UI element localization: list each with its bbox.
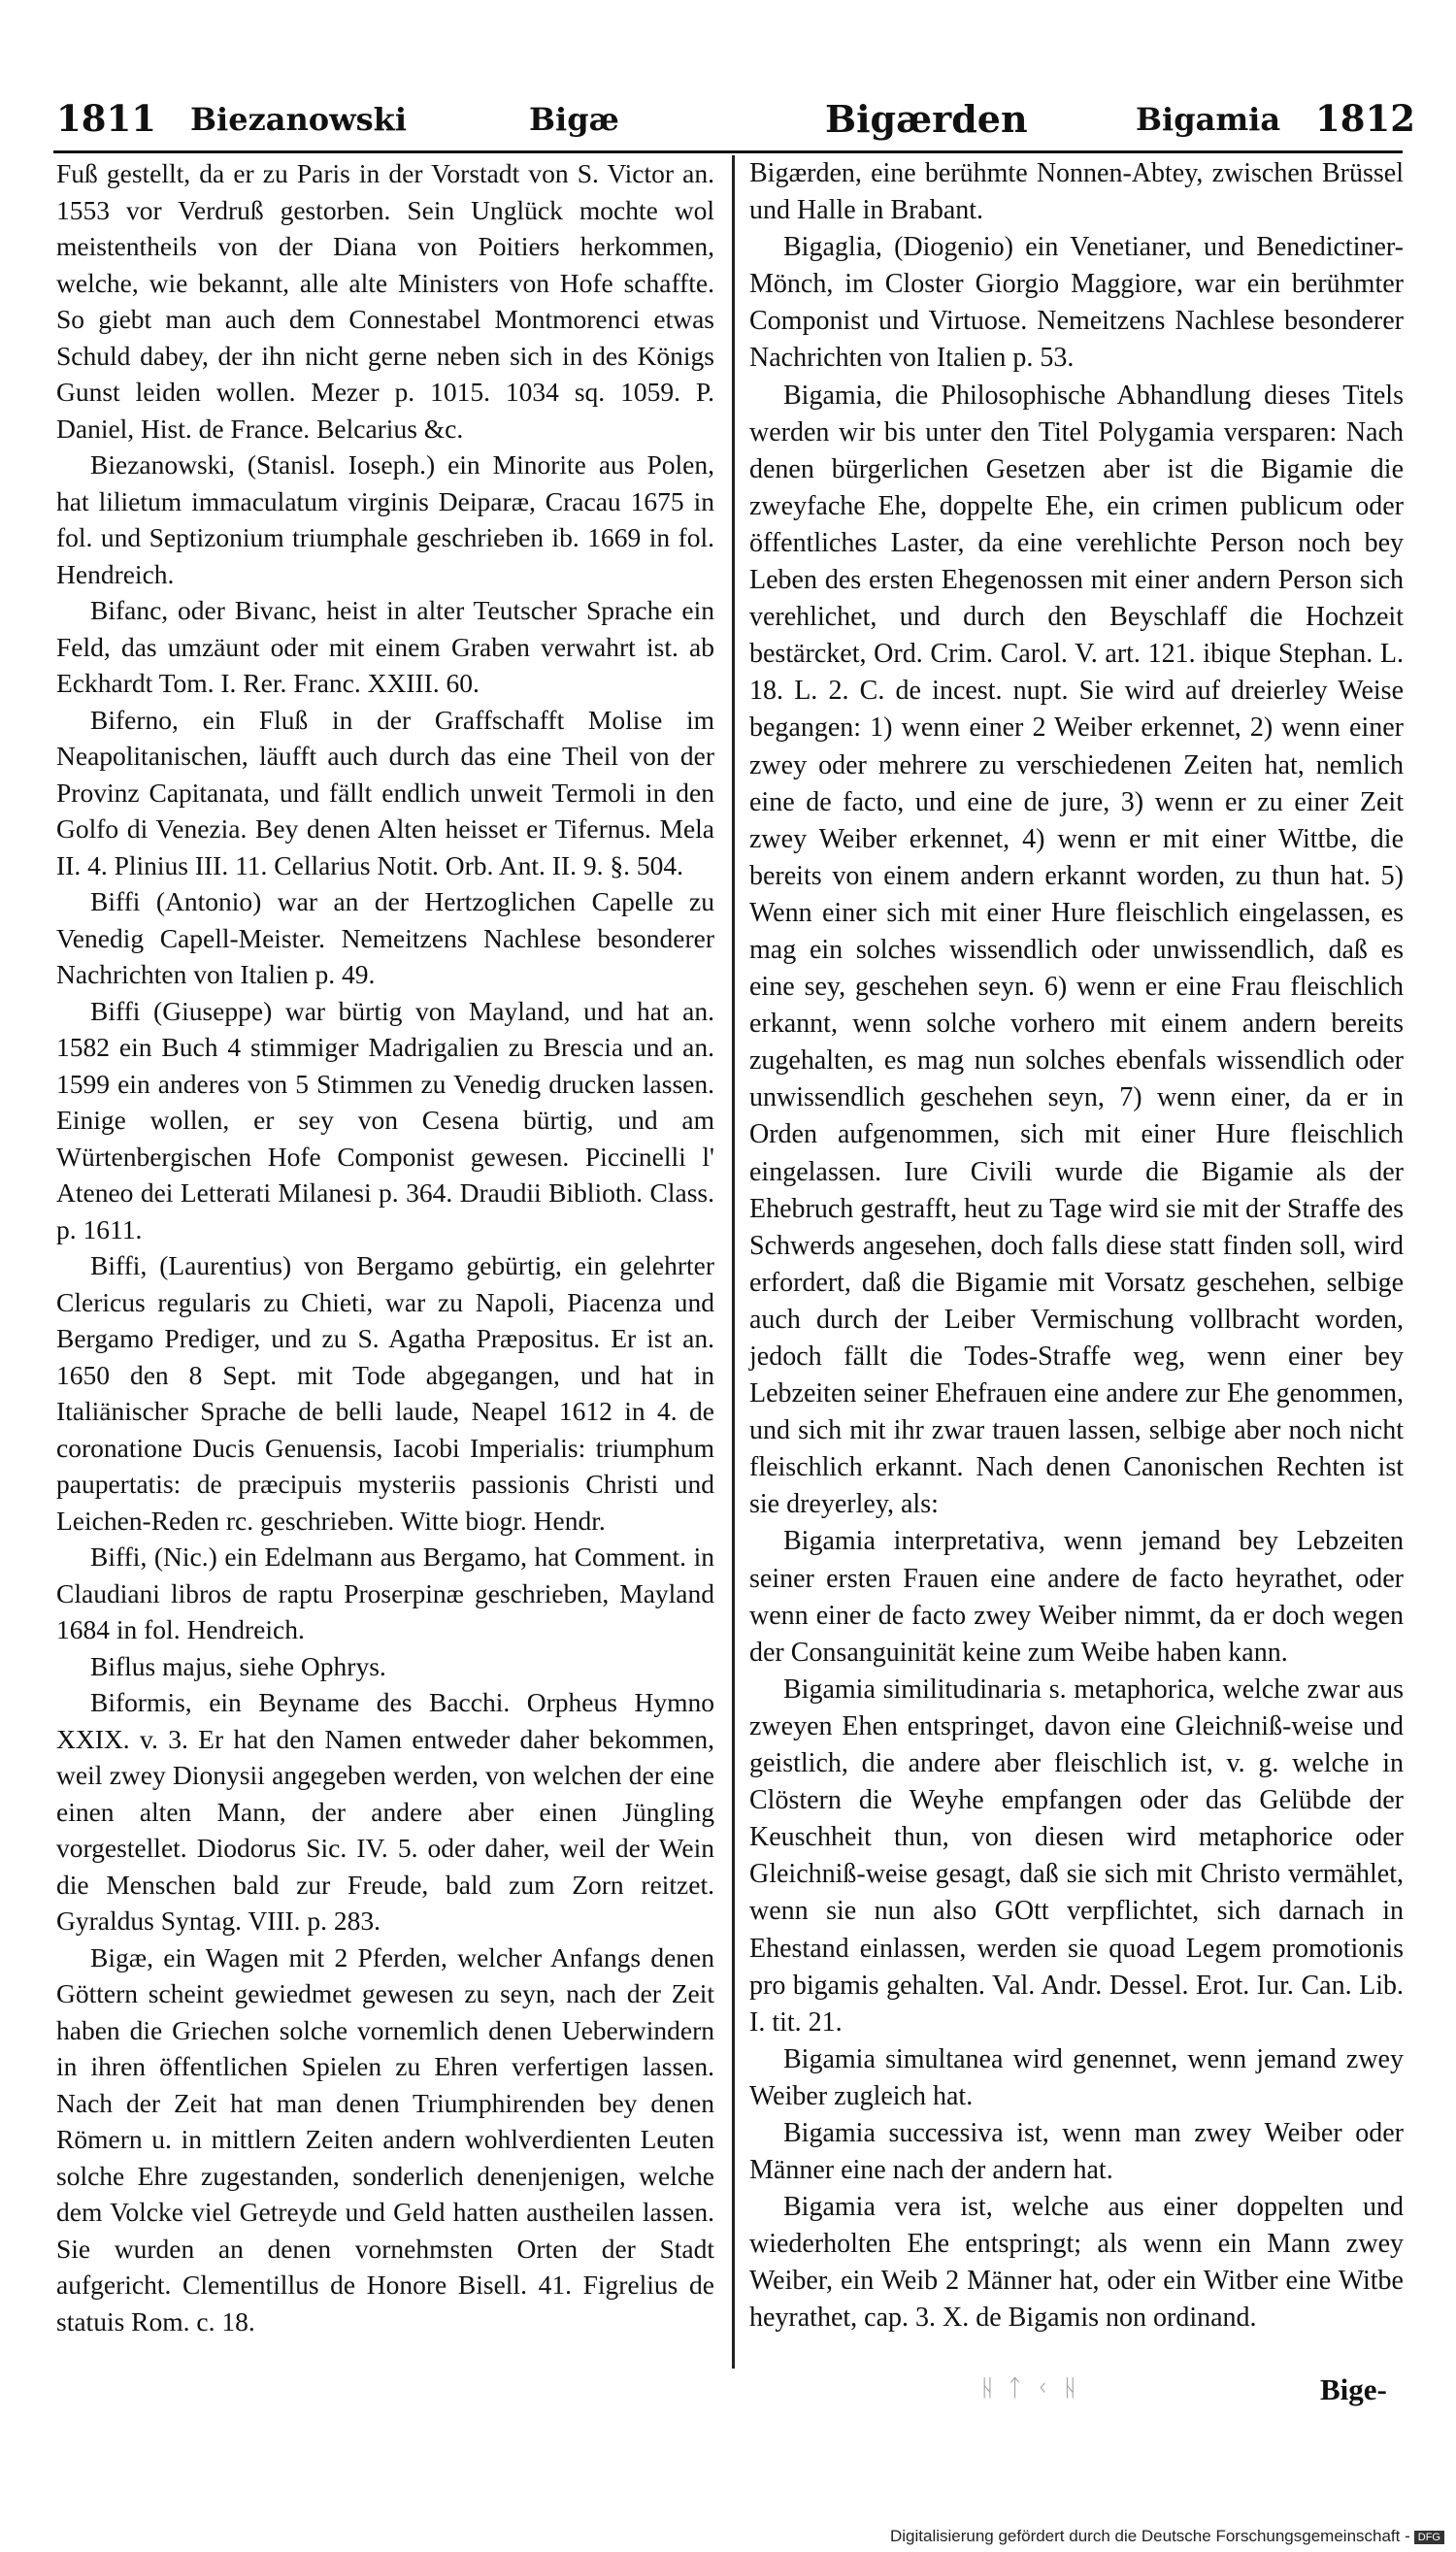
left-column (56, 155, 714, 2339)
right-column (749, 155, 1404, 2337)
left-page-number: 1811 (56, 97, 156, 140)
header-rule (53, 150, 1403, 153)
right-catch-last: Bigamia (1136, 101, 1281, 138)
entry-paragraph: Bigaglia, (Diogenio) ein Venetianer, und Benedictiner-Mönch, im Closter Giorgio Maggiore, war ein berühmter Componist und Virtuose. Nemeitzens Nachlese besonderer Nachrichten von Italien p. 53. (749, 232, 1404, 374)
entry-paragraph: Bigamia simultanea wird genennet, wenn jemand zwey Weiber zugleich hat. (749, 2043, 1404, 2111)
digitization-footer (890, 2527, 1444, 2546)
entry-paragraph: Biflus majus, siehe Ophrys. (90, 1650, 386, 1681)
entry-paragraph: Biformis, ein Beyname des Bacchi. Orpheus Hymno XXIX. v. 3. Er hat den Namen entweder daher bekommen, weil zwey Dionysii angegeben werden, von welchen der eine einen alten Mann, der andere aber einen Jüngling vorgestellet. Diodorus Sic. IV. 5. oder daher, weil der Wein die Menschen bald zur Freude, bald zum Zorn reitzet. Gyraldus Syntag. VIII. p. 283. (56, 1687, 714, 1936)
entry-paragraph: Biffi, (Nic.) ein Edelmann aus Bergamo, hat Comment. in Claudiani libros de raptu Proserpinæ geschrieben, Mayland 1684 in fol. Hendreich. (56, 1541, 714, 1644)
column-divider (732, 155, 735, 2369)
entry-paragraph: Bigamia, die Philosophische Abhandlung dieses Titels werden wir bis unter den Titel Polygamia versparen: Nach denen bürgerlichen Gesetzen aber ist die Bigamie die zweyfache Ehe, doppelte Ehe, ein crimen publicum oder öffentliches Laster, da eine verehlichte Person noch bey Leben des ersten Ehegenossen mit einer andern Person sich verehlichet, und durch den Beyschlaff die Hochzeit bestärcket, Ord. Crim. Carol. V. art. 121. ibique Stephan. L. 18. L. 2. C. de incest. nupt. Sie wird auf dreierley Weise begangen: 1) wenn einer 2 Weiber erkennet, 2) wenn einer zwey oder mehrere zu verschiedenen Zeiten hat, nemlich eine de facto, und eine de jure, 3) wenn er zu einer Zeit zwey Weiber erkennet, 4) wenn er mit einer Wittbe, die bereits von einem andern erkannt worden, zu thun hat. 5) Wenn einer sich mit einer Hure fleischlich eingelassen, es mag ein solches wissendlich oder unwissendlich, daß es eine sey, geschehen seyn. 6) wenn er eine Frau fleischlich erkannt, wenn solche vorhero mit einem andern bereits zugehalten, es mag nun solches ebenfals wissendlich oder unwissendlich geschehen seyn, 7) wenn einer, da er in Orden aufgenommen, sich mit einer Hure fleischlich eingelassen. Iure Civili wurde die Bigamie als der Ehebruch gestrafft, heut zu Tage wird sie mit der Straffe des Schwerds angesehen, doch falls diese statt finden soll, wird erfordert, daß die Bigamie mit Vorsatz geschehen, selbige auch durch der Leiber Vermischung vollbracht worden, jedoch fällt die Todes-Straffe weg, wenn einer bey Lebzeiten seiner Ehefrauen eine andere zur Ehe genommen, und sich mit ihr zwar trauen lassen, selbige aber noch nicht fleischlich erkannt. Nach denen Canonischen Rechten ist sie dreyerley, als: (749, 380, 1404, 1520)
entry-paragraph: Biferno, ein Fluß in der Graffschafft Molise im Neapolitanischen, läufft auch durch das eine Theil von der Provinz Capitanata, und fällt endlich unweit Termoli in den Golfo di Venezia. Bey denen Alten heisset er Tifernus. Mela II. 4. Plinius III. 11. Cellarius Notit. Orb. Ant. II. 9. §. 504. (56, 704, 714, 880)
running-header (0, 97, 1456, 155)
entry-paragraph: Biezanowski, (Stanisl. Ioseph.) ein Minorite aus Polen, hat lilietum immaculatum virginis Deiparæ, Cracau 1675 in fol. und Septizonium triumphale geschrieben ib. 1669 in fol. Hendreich. (56, 449, 714, 589)
entry-paragraph: Bifanc, oder Bivanc, heist in alter Teutscher Sprache ein Feld, das umzäunt oder mit einem Graben verwahrt ist. ab Eckhardt Tom. I. Rer. Franc. XXIII. 60. (56, 595, 714, 698)
right-catch-first: Bigærden (825, 97, 1028, 141)
entry-paragraph: Bigæ, ein Wagen mit 2 Pferden, welcher Anfangs denen Göttern scheint gewiedmet gewesen zu seyn, nach der Zeit haben die Griechen solche vornemlich denen Ueberwindern in ihren öffentlichen Spielen zu Ehren verfertigen lassen. Nach der Zeit hat man denen Triumphirenden bey denen Römern u. in mittlern Zeiten andern wohlverdienten Leuten solche Ehre zugestanden, sonderlich denenjenigen, welche dem Volcke viel Getreyde und Geld hatten austheilen lassen. Sie wurden an denen vornehmsten Orten der Stadt aufgericht. Clementillus de Honore Bisell. 41. Figrelius de statuis Rom. c. 18. (56, 1941, 714, 2337)
entry-paragraph: Biffi (Giuseppe) war bürtig von Mayland, und hat an. 1582 ein Buch 4 stimmiger Madrigalien zu Brescia und an. 1599 ein anderes von 5 Stimmen zu Venedig drucken lassen. Einige wollen, er sey von Cesena bürtig, und am Würtenbergischen Hofe Componist gewesen. Piccinelli l' Ateneo dei Letterati Milanesi p. 364. Draudii Biblioth. Class. p. 1611. (56, 995, 714, 1244)
entry-paragraph: Bigamia successiva ist, wenn man zwey Weiber oder Männer eine nach der andern hat. (749, 2117, 1404, 2186)
footer-text: Digitalisierung gefördert durch die Deutsche Forschungsgemeinschaft - (889, 2527, 1410, 2545)
right-page-number: 1812 (1315, 97, 1415, 140)
entry-paragraph: Bigamia vera ist, welche aus einer doppelten und wiederholten Ehe entspringt; als wenn ein Mann zwey Weiber, ein Weib 2 Männer hat, oder ein Witber eine Witbe heyrathet, cap. 3. X. de Bigamis non ordinand. (749, 2192, 1404, 2334)
dfg-logo: DFG (1414, 2531, 1444, 2544)
entry-paragraph: Bigamia interpretativa, wenn jemand bey Lebzeiten seiner ersten Frauen eine andere de facto heyrathet, oder wenn einer de facto zwey Weiber nimmt, da er doch wegen der Consanguinität keine zum Weibe haben kann. (749, 1526, 1404, 1668)
left-catch-last: Bigæ (529, 101, 619, 138)
entry-paragraph: Biffi (Antonio) war an der Hertzoglichen Capelle zu Venedig Capell-Meister. Nemeitzens Nachlese besonderer Nachrichten von Italien p. 49. (56, 886, 714, 989)
entry-paragraph: Bigamia similitudinaria s. metaphorica, welche zwar aus zweyen Ehen entspringet, davon eine Gleichniß-weise und geistlich, die andere aber fleischlich ist, v. g. welche in Clöstern die Weyhe empfangen oder das Gelübde der Keuschheit thun, von diesen wird metaphorice oder Gleichniß-weise gesagt, daß sie sich mit Christo vermählet, wenn sie nun also GOtt verpflichtet, sich darnach in Ehestand einlassen, werden sie quoad Legem promotionis pro bigamis gehalten. Val. Andr. Dessel. Erot. Iur. Can. Lib. I. tit. 21. (749, 1674, 1404, 2038)
entry-paragraph: Biffi, (Laurentius) von Bergamo gebürtig, ein gelehrter Clericus regularis zu Chieti, war zu Napoli, Piacenza und Bergamo Prediger, und zu S. Agatha Præpositus. Er ist an. 1650 den 8 Sept. mit Tode abgegangen, und hat in Italiänischer Sprache de belli laude, Neapel 1612 in 4. de coronatione Ducis Genuensis, Iacobi Imperialis: triumphum paupertatis: de præcipuis mysteriis passionis Christi und Leichen-Reden rc. geschrieben. Witte biogr. Hendr. (56, 1250, 714, 1536)
left-catch-first: Biezanowski (190, 101, 407, 138)
faded-text: ᚺ ᛏ ᚲ ᚺ (980, 2376, 1081, 2402)
entry-paragraph: Fuß gestellt, da er zu Paris in der Vorstadt von S. Victor an. 1553 vor Verdruß gestorben. Sein Unglück mochte wol meistentheils von der Diana von Poitiers herkommen, welche, wie bekannt, alle alte Ministers von Hofe schaffte. So giebt man auch dem Connestabel Montmorenci etwas Schuld dabey, der ihn nicht gerne neben sich in des Königs Gunst leiden wollen. Mezer p. 1015. 1034 sq. 1059. P. Daniel, Hist. de France. Belcarius &c. (56, 158, 714, 444)
catchword: Bige- (1320, 2372, 1387, 2406)
entry-paragraph: Bigærden, eine berühmte Nonnen-Abtey, zwischen Brüssel und Halle in Brabant. (749, 158, 1404, 226)
